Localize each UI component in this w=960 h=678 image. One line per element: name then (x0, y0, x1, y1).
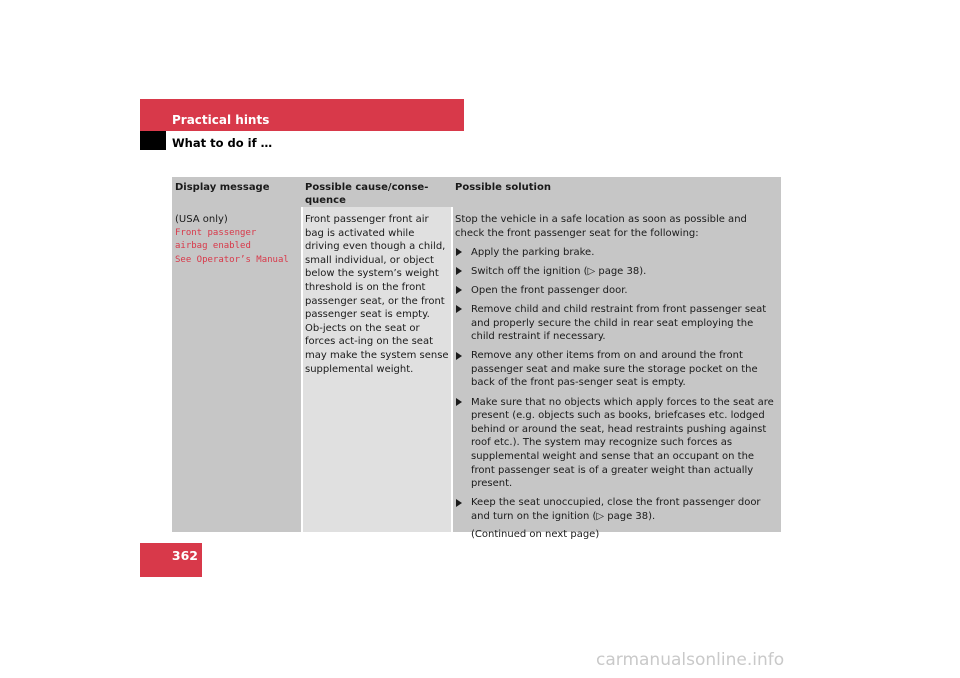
section-title: Practical hints (172, 113, 270, 127)
step-text: Apply the parking brake. (471, 246, 595, 258)
troubleshooting-table (172, 177, 781, 541)
display-line: airbag enabled (175, 241, 251, 252)
arrow-bullet-icon (456, 248, 462, 256)
header-possible-solution: Possible solution (455, 182, 551, 193)
list-item (455, 246, 779, 260)
possible-solution-cell (455, 213, 779, 542)
step-text: Open the front passenger door. (471, 284, 628, 296)
display-line: Front passenger (175, 227, 257, 238)
list-item (455, 265, 779, 279)
arrow-bullet-icon (456, 286, 462, 294)
header-display-message: Display message (175, 182, 270, 193)
continued-note: (Continued on next page) (471, 529, 600, 541)
step-text: Make sure that no objects which apply forces to the seat are present (e.g. objects such as books, briefcases etc. lodged behind or around the seat, head restraints pushing against roof etc.). The system may recognize such forces as supplemental weight and sense that an occupant on the front passenger seat is of a greater weight than actually present. (471, 396, 774, 490)
step-text: Remove child and child restraint from front passenger seat and properly secure the child in rear seat employing the child restraint if necessary. (471, 303, 767, 343)
solution-intro: Stop the vehicle in a safe location as soon as possible and check the front passenger seat for the following: (455, 214, 747, 239)
watermark: carmanualsonline.info (596, 650, 785, 670)
list-item (455, 496, 779, 523)
list-item (455, 349, 779, 390)
list-item (455, 396, 779, 491)
header-marker (140, 131, 166, 150)
arrow-bullet-icon (456, 305, 462, 313)
list-item (455, 303, 779, 344)
display-message-cell (175, 213, 299, 267)
arrow-bullet-icon (456, 267, 462, 275)
arrow-bullet-icon (456, 398, 462, 406)
display-line: See Operator’s Manual (175, 254, 289, 265)
arrow-bullet-icon (456, 352, 462, 360)
arrow-bullet-icon (456, 499, 462, 507)
section-subtitle: What to do if … (172, 136, 273, 150)
step-text: Remove any other items from on and around the front passenger seat and make sure the storage pocket on the back of the front pas-senger seat is empty. (471, 350, 758, 389)
step-text: Switch off the ignition (▷ page 38). (471, 265, 647, 277)
page-number: 362 (171, 548, 198, 563)
step-text: Keep the seat unoccupied, close the front passenger door and turn on the ignition (▷ page 38). (471, 497, 761, 522)
list-item (455, 284, 779, 298)
header-possible-cause: Possible cause/conse- quence (305, 182, 429, 206)
display-label: (USA only) (175, 214, 228, 225)
possible-cause-cell: Front passenger front air bag is activated while driving even though a child, small individual, or object below the system’s weight threshold is on the front passenger seat, or the front passenger seat is empty. Ob-jects on the seat or forces act-ing on the seat may make the system sense supplemental weight. (305, 214, 449, 375)
